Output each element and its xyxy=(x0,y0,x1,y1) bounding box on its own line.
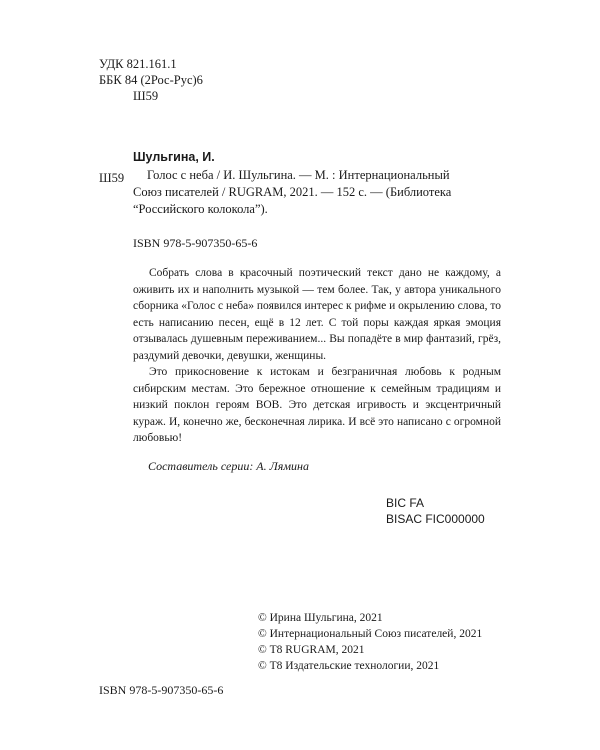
author-code: Ш59 xyxy=(99,171,125,185)
author-mark: Ш59 xyxy=(133,89,159,103)
footer-isbn: ISBN 978-5-907350-65-6 xyxy=(99,683,224,697)
copyright-line: © Ирина Шульгина, 2021 xyxy=(258,612,383,624)
biblio-line: Голос с неба / И. Шульгина. — М. : Интернациональный xyxy=(147,168,450,182)
series-compiler: Составитель серии: А. Лямина xyxy=(148,459,309,473)
bbk-code: ББК 84 (2Рос-Рус)6 xyxy=(99,73,203,87)
isbn-record: ISBN 978-5-907350-65-6 xyxy=(133,236,258,250)
copyright-line: © Интернациональный Союз писателей, 2021 xyxy=(258,628,483,640)
subject-codes xyxy=(386,495,485,527)
copyright-line: © Т8 RUGRAM, 2021 xyxy=(258,644,365,656)
copyright-line: © Т8 Издательские технологии, 2021 xyxy=(258,660,440,672)
annotation xyxy=(133,265,501,447)
annotation-paragraph: Собрать слова в красочный поэтический текст дано не каждому, а оживить их и наполнить музыкой — тем более. Так, у автора уникального сборника «Голос с неба» появился интерес к рифме и окрылению слова, то есть написанию песен, ещё в 12 лет. С той поры каждая яркая эмоция отзывалась душевным переживанием... Вы попадёте в мир фантазий, грёз, раздумий девочки, девушки, женщины. xyxy=(133,267,501,362)
copyright-block xyxy=(258,610,482,674)
bic-code: BIC FA xyxy=(386,496,425,510)
biblio-line: Союз писателей / RUGRAM, 2021. — 152 с. — (Библиотека xyxy=(133,185,452,199)
author-name: Шульгина, И. xyxy=(133,150,215,164)
annotation-paragraph: Это прикосновение к истокам и безграничная любовь к родным сибирским местам. Это бережное отношение к семейным традициям и низкий поклон героям ВОВ. Это детская игривость и эксцентричный кураж. И, конечно же, бесконечная лирика. И всё это написано с огромной любовью! xyxy=(133,366,501,444)
bibliographic-description xyxy=(133,167,503,218)
biblio-line: “Российского колокола”). xyxy=(133,202,268,216)
udk-code: УДК 821.161.1 xyxy=(99,57,177,71)
bisac-code: BISAC FIC000000 xyxy=(386,512,485,526)
classification-block xyxy=(99,56,203,104)
